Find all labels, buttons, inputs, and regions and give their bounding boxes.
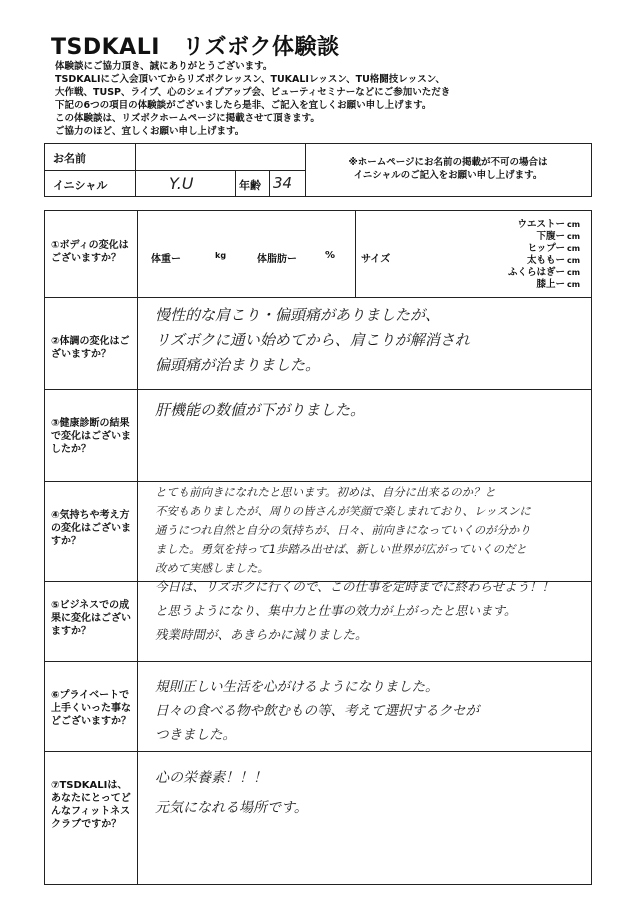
answer-line: つきました。	[155, 727, 236, 743]
answer-line: 改めて実感しました。	[155, 561, 269, 575]
answer-line: ました。勇気を持って1歩踏み出せば、新しい世界が広がっていくのだと	[155, 542, 527, 556]
answer-line: 日々の食べる物や飲むもの等、考えて選択するクセが	[155, 703, 479, 719]
intro-line: TSDKALIにご入会頂いてからリズボクレッスン、TUKALIレッスン、TU格闘技レッスン、	[55, 74, 445, 85]
divider	[45, 661, 591, 662]
divider	[45, 389, 591, 390]
size-item: ヒップー	[527, 243, 565, 254]
divider	[355, 211, 356, 297]
question-3-label: ③健康診断の結果で変化はございましたか？	[51, 418, 131, 455]
page-title: TSDKALI リズボク体験談	[51, 35, 340, 60]
divider	[235, 171, 236, 196]
answer-line: とても前向きになれたと思います。初めは、自分に出来るのか？と	[155, 485, 496, 499]
answer-line: 偏頭痛が治まりました。	[155, 356, 321, 374]
divider	[269, 171, 270, 196]
intro-line: この体験談は、リズボクホームページに掲載させて頂きます。	[55, 113, 320, 124]
divider	[45, 297, 591, 298]
weight-label: 体重ー	[151, 254, 181, 265]
answer-line: 規則正しい生活を心がけるようになりました。	[155, 679, 439, 695]
size-unit: cm	[567, 256, 581, 265]
answer-line: 残業時間が、あきらかに減りました。	[155, 627, 368, 642]
notice-line: イニシャルのご記入をお願い申し上げます。	[353, 170, 543, 181]
name-label: お名前	[53, 152, 86, 165]
size-item: 膝上ー	[536, 279, 565, 290]
fat-label: 体脂肪ー	[257, 254, 297, 265]
question-6-label: ⑥プライベートで上手くいった事などございますか？	[51, 690, 131, 727]
answer-3	[155, 399, 365, 421]
size-items	[435, 219, 565, 291]
notice-text	[306, 156, 590, 182]
divider	[45, 170, 305, 171]
size-item: 太ももー	[526, 255, 565, 266]
answer-line: 肝機能の数値が下がりました。	[155, 401, 366, 419]
answer-line: 今日は、リズボクに行くので、この仕事を定時までに終わらせよう！！	[155, 579, 555, 594]
size-units	[567, 219, 580, 291]
notice-line: ※ホームページにお名前の掲載が不可の場合は	[348, 157, 548, 168]
question-4-label: ④気持ちや考え方の変化はございますか？	[51, 510, 131, 547]
intro-line: 大作戦、TUSP、ライブ、心のシェイプアップ会、ビューティセミナーなどにご参加いただき	[55, 87, 451, 98]
questionnaire-table	[44, 210, 592, 885]
answer-line: 元気になれる場所です。	[155, 800, 308, 816]
size-item: ウエストー	[517, 219, 565, 230]
divider	[45, 751, 591, 752]
answer-5	[155, 575, 554, 647]
intro-line: 下記の6つの項目の体験談がございましたら是非、ご記入を宜しくお願い申し上げます。	[55, 100, 432, 111]
size-unit: cm	[567, 244, 581, 253]
intro-text	[55, 60, 450, 138]
answer-4	[155, 483, 531, 578]
answer-2	[155, 303, 470, 378]
question-1-label: ①ボディの変化はございますか？	[51, 240, 129, 264]
answer-line: 通うにつれ自然と自分の気持ちが、日々、前向きになっていくのが分かり	[155, 523, 531, 537]
size-unit: cm	[567, 220, 581, 229]
divider	[45, 481, 591, 482]
answer-6	[155, 675, 479, 747]
initial-value: Y.U	[169, 174, 194, 193]
answer-line: 心の栄養素！！！	[155, 770, 267, 786]
question-7-label: ⑦TSDKALIは、あなたにとってどんなフィットネスクラブですか？	[51, 780, 131, 830]
intro-line: ご協力のほど、宜しくお願い申し上げます。	[55, 126, 245, 137]
size-unit: cm	[567, 268, 581, 277]
age-label: 年齢	[239, 179, 261, 192]
answer-line: リズボクに通い始めてから、肩こりが解消され	[155, 331, 470, 349]
question-5-label: ⑤ビジネスでの成果に変化はございますか？	[51, 600, 131, 637]
answer-7	[155, 763, 308, 823]
size-item: ふくらはぎー	[507, 267, 565, 278]
size-label: サイズ	[361, 254, 391, 265]
question-2-label: ②体調の変化はございますか？	[51, 336, 130, 360]
answer-line: 慢性的な肩こり・偏頭痛がありましたが、	[155, 306, 441, 324]
size-item: 下腹ー	[536, 231, 565, 242]
divider	[137, 211, 138, 884]
fat-unit: %	[325, 250, 336, 261]
intro-line: 体験談にご協力頂き、誠にありがとうございます。	[55, 61, 273, 72]
weight-unit: kg	[215, 251, 227, 260]
answer-line: 不安もありましたが、周りの皆さんが笑顔で楽しまれており、レッスンに	[155, 504, 531, 518]
initial-label: イニシャル	[53, 179, 108, 192]
size-unit: cm	[567, 232, 581, 241]
age-value: 34	[273, 174, 293, 192]
size-unit: cm	[567, 280, 581, 289]
answer-line: と思うようになり、集中力と仕事の效力が上がったと思います。	[155, 603, 517, 618]
